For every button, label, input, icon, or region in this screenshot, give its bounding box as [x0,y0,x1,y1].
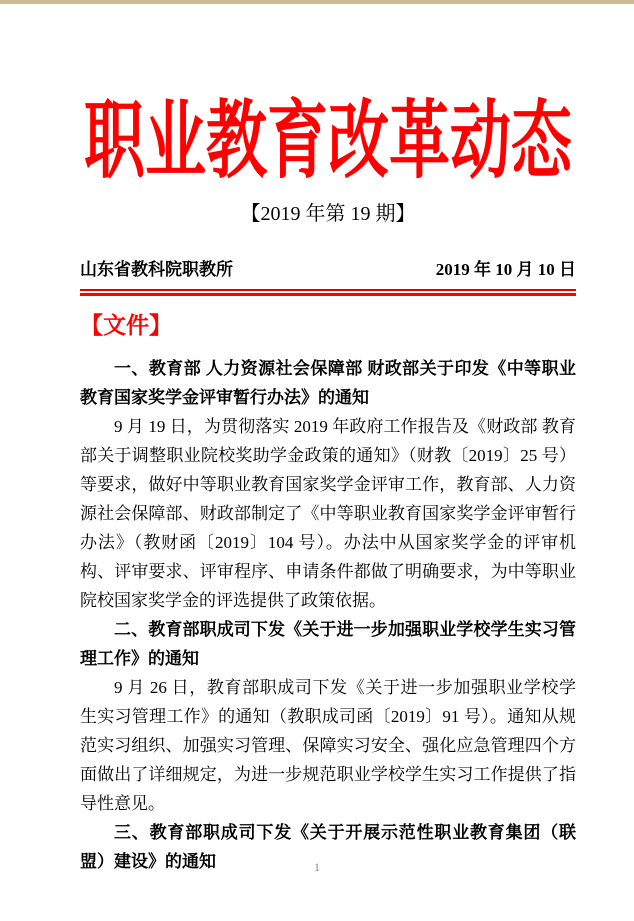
item-1-heading: 一、教育部 人力资源社会保障部 财政部关于印发《中等职业教育国家奖学金评审暂行办法》的通知 [80,359,576,407]
item-1-body: 9 月 19 日，为贯彻落实 2019 年政府工作报告及《财政部 教育部关于调整职业院校奖助学金政策的通知》（财教〔2019〕25 号）等要求，做好中等职业教育国家奖学金评审工作，教育部、人力资源社会保障部、财政部制定了《中等职业教育国家奖学金评审暂行办法》（教财函〔2019〕104 号）。办法中从国家奖学金的评审机构、评审要求、评审程序、申请条件都做了明确要求，为中等职业院校国家奖学金的评选提供了政策依据。 [80,417,576,610]
item-3-heading: 三、教育部职成司下发《关于开展示范性职业教育集团（联盟）建设》的通知 [80,823,576,871]
publisher-name: 山东省教科院职教所 [80,260,233,279]
item-2-body: 9 月 26 日，教育部职成司下发《关于进一步加强职业学校学生实习管理工作》的通知（教职成司函〔2019〕91 号）。通知从规范实习组织、加强实习管理、保障实习安全、强化应急管理四个方面做出了详细规定，为进一步规范职业学校学生实习工作提供了指导性意见。 [80,678,576,813]
meta-row [80,257,576,283]
item-2-heading: 二、教育部职成司下发《关于进一步加强职业学校学生实习管理工作》的通知 [80,620,576,668]
body-text [80,354,576,876]
page-top-edge-strip [0,0,634,4]
issue-number: 【2019 年第 19 期】 [240,203,416,225]
newsletter-title: 职业教育改革动态 [83,95,572,190]
publication-date: 2019 年 10 月 10 日 [435,260,576,279]
document-content [80,95,576,876]
red-double-divider [80,289,576,296]
page-number: 1 [314,860,320,874]
section-header-documents: 【文件】 [80,312,172,338]
